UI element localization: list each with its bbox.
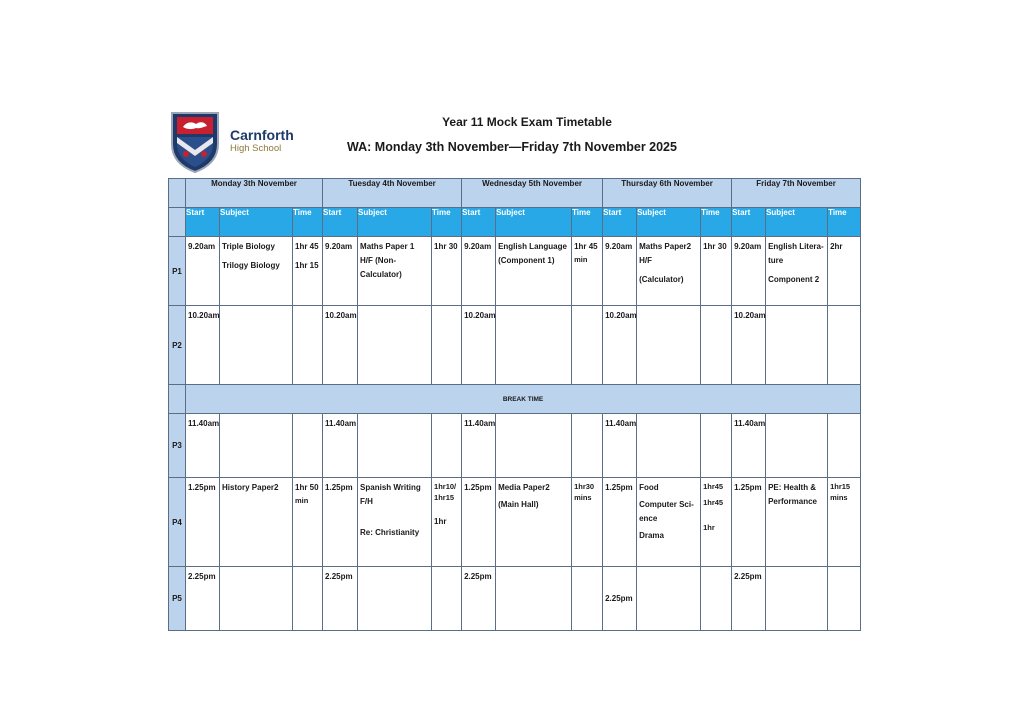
column-header-row <box>169 208 861 237</box>
time-cell <box>293 567 323 631</box>
subject-cell <box>766 414 828 478</box>
subject-line: H/F <box>639 256 652 265</box>
start-cell: 1.25pm <box>732 478 766 567</box>
school-name: Carnforth <box>230 127 294 143</box>
start-cell: 9.20am <box>732 237 766 306</box>
time-line: 1hr15 <box>830 482 851 491</box>
corner-cell <box>169 208 186 237</box>
subject-cell <box>358 414 432 478</box>
period-label: P2 <box>169 306 186 385</box>
time-cell <box>828 306 861 385</box>
subject-cell <box>766 237 828 306</box>
time-cell <box>572 237 603 306</box>
subject-cell <box>637 237 701 306</box>
start-cell: 9.20am <box>462 237 496 306</box>
start-cell: 11.40am <box>323 414 358 478</box>
col-time: Time <box>432 208 462 237</box>
subject-cell <box>637 414 701 478</box>
subject-line: H/F (Non- <box>360 256 397 265</box>
subject-line: Maths Paper2 <box>639 242 692 251</box>
subject-line: ence <box>639 514 658 523</box>
subject-cell <box>496 237 572 306</box>
subject-cell <box>637 478 701 567</box>
subject-cell <box>358 306 432 385</box>
time-cell: 1hr 30 <box>701 237 732 306</box>
period-label: P1 <box>169 237 186 306</box>
time-cell <box>828 567 861 631</box>
period-row-p2 <box>169 306 861 385</box>
time-cell <box>701 306 732 385</box>
col-start: Start <box>462 208 496 237</box>
subject-cell <box>220 306 293 385</box>
period-label: P5 <box>169 567 186 631</box>
period-row-p5 <box>169 567 861 631</box>
start-cell: 1.25pm <box>462 478 496 567</box>
subject-line: Drama <box>639 531 664 540</box>
break-corner <box>169 385 186 414</box>
day-header-monday: Monday 3th November <box>186 179 323 208</box>
col-subject: Subject <box>637 208 701 237</box>
start-cell: 9.20am <box>603 237 637 306</box>
subject-line: Performance <box>768 497 817 506</box>
subject-line: Food <box>639 483 659 492</box>
time-cell <box>432 567 462 631</box>
subject-line: F/H <box>360 497 373 506</box>
period-row-p4 <box>169 478 861 567</box>
start-cell: 11.40am <box>732 414 766 478</box>
time-line: 1hr45 <box>703 498 724 507</box>
school-subtitle: High School <box>230 143 282 154</box>
time-line: 1hr45 <box>703 482 724 491</box>
start-cell: 10.20am <box>186 306 220 385</box>
time-line: mins <box>830 493 848 502</box>
time-cell <box>701 414 732 478</box>
subject-cell <box>496 478 572 567</box>
time-cell <box>828 414 861 478</box>
subject-cell <box>358 478 432 567</box>
col-subject: Subject <box>220 208 293 237</box>
subject-line: Maths Paper 1 <box>360 242 415 251</box>
subject-line: Triple Biology <box>222 242 275 251</box>
subject-cell <box>496 567 572 631</box>
start-cell: 10.20am <box>732 306 766 385</box>
time-cell <box>293 237 323 306</box>
col-start: Start <box>186 208 220 237</box>
time-cell <box>432 478 462 567</box>
page-subtitle: WA: Monday 3th November—Friday 7th November 2025 <box>347 140 677 154</box>
time-line: 1hr30 <box>574 482 595 491</box>
time-cell <box>572 478 603 567</box>
subject-cell <box>358 237 432 306</box>
day-header-thursday: Thursday 6th November <box>603 179 732 208</box>
start-cell: 9.20am <box>186 237 220 306</box>
period-label: P4 <box>169 478 186 567</box>
exam-timetable <box>168 178 861 631</box>
start-cell: 11.40am <box>603 414 637 478</box>
subject-line: Spanish Writing <box>360 483 421 492</box>
start-cell: 2.25pm <box>603 567 637 631</box>
subject-cell <box>496 414 572 478</box>
day-header-friday: Friday 7th November <box>732 179 861 208</box>
start-cell: 10.20am <box>323 306 358 385</box>
subject-cell <box>220 567 293 631</box>
time-cell <box>828 478 861 567</box>
subject-line: Calculator) <box>360 270 402 279</box>
start-cell: 2.25pm <box>732 567 766 631</box>
col-start: Start <box>603 208 637 237</box>
time-cell <box>701 567 732 631</box>
col-subject: Subject <box>358 208 432 237</box>
start-cell: 10.20am <box>462 306 496 385</box>
time-cell: 1hr 30 <box>432 237 462 306</box>
time-line: min <box>295 496 309 505</box>
subject-line: Trilogy Biology <box>222 261 280 270</box>
period-row-p1 <box>169 237 861 306</box>
col-time: Time <box>572 208 603 237</box>
time-cell <box>572 306 603 385</box>
subject-line: English Litera- <box>768 242 824 251</box>
start-cell: 1.25pm <box>603 478 637 567</box>
start-cell: 1.25pm <box>186 478 220 567</box>
time-line: mins <box>574 493 592 502</box>
subject-cell <box>637 306 701 385</box>
start-cell: 1.25pm <box>323 478 358 567</box>
subject-cell <box>220 237 293 306</box>
subject-cell <box>637 567 701 631</box>
subject-line: (Main Hall) <box>498 500 539 509</box>
subject-line: Media Paper2 <box>498 483 550 492</box>
start-cell: 2.25pm <box>323 567 358 631</box>
time-cell <box>572 567 603 631</box>
subject-cell <box>220 414 293 478</box>
time-line: 1hr 45 <box>574 242 598 251</box>
subject-cell <box>766 567 828 631</box>
time-cell <box>293 414 323 478</box>
time-line: 1hr10/ <box>434 482 457 491</box>
time-cell <box>572 414 603 478</box>
time-line: 1hr 15 <box>295 261 319 270</box>
subject-line: ture <box>768 256 784 265</box>
day-header-row <box>169 179 861 208</box>
start-cell: 11.40am <box>462 414 496 478</box>
col-time: Time <box>828 208 861 237</box>
time-cell <box>701 478 732 567</box>
time-cell <box>293 478 323 567</box>
time-line: 1hr 50 <box>295 483 319 492</box>
time-cell <box>432 414 462 478</box>
period-label: P3 <box>169 414 186 478</box>
day-header-wednesday: Wednesday 5th November <box>462 179 603 208</box>
time-line: 1hr 45 <box>295 242 319 251</box>
subject-line: Re: Christianity <box>360 528 420 537</box>
break-label: BREAK TIME <box>186 385 861 414</box>
time-line: min <box>574 255 588 264</box>
time-line: 1hr15 <box>434 493 455 502</box>
subject-line: PE: Health & <box>768 483 817 492</box>
time-line: 1hr <box>703 523 715 532</box>
subject-cell <box>496 306 572 385</box>
day-header-tuesday: Tuesday 4th November <box>323 179 462 208</box>
subject-line: (Component 1) <box>498 256 555 265</box>
time-cell <box>432 306 462 385</box>
col-time: Time <box>293 208 323 237</box>
col-time: Time <box>701 208 732 237</box>
col-subject: Subject <box>766 208 828 237</box>
subject-cell <box>358 567 432 631</box>
start-cell: 2.25pm <box>186 567 220 631</box>
subject-line: (Calculator) <box>639 275 684 284</box>
page-title: Year 11 Mock Exam Timetable <box>442 115 612 129</box>
start-cell: 11.40am <box>186 414 220 478</box>
col-start: Start <box>323 208 358 237</box>
period-row-p3 <box>169 414 861 478</box>
time-cell <box>293 306 323 385</box>
subject-line: Computer Sci- <box>639 500 694 509</box>
start-cell: 2.25pm <box>462 567 496 631</box>
subject-line: Component 2 <box>768 275 820 284</box>
corner-cell <box>169 179 186 208</box>
time-cell: 2hr <box>828 237 861 306</box>
break-row <box>169 385 861 414</box>
col-subject: Subject <box>496 208 572 237</box>
start-cell: 9.20am <box>323 237 358 306</box>
subject-cell <box>766 478 828 567</box>
col-start: Start <box>732 208 766 237</box>
subject-line: English Language <box>498 242 567 251</box>
time-line: 1hr <box>434 517 447 526</box>
subject-cell: History Paper2 <box>220 478 293 567</box>
subject-cell <box>766 306 828 385</box>
start-cell: 10.20am <box>603 306 637 385</box>
